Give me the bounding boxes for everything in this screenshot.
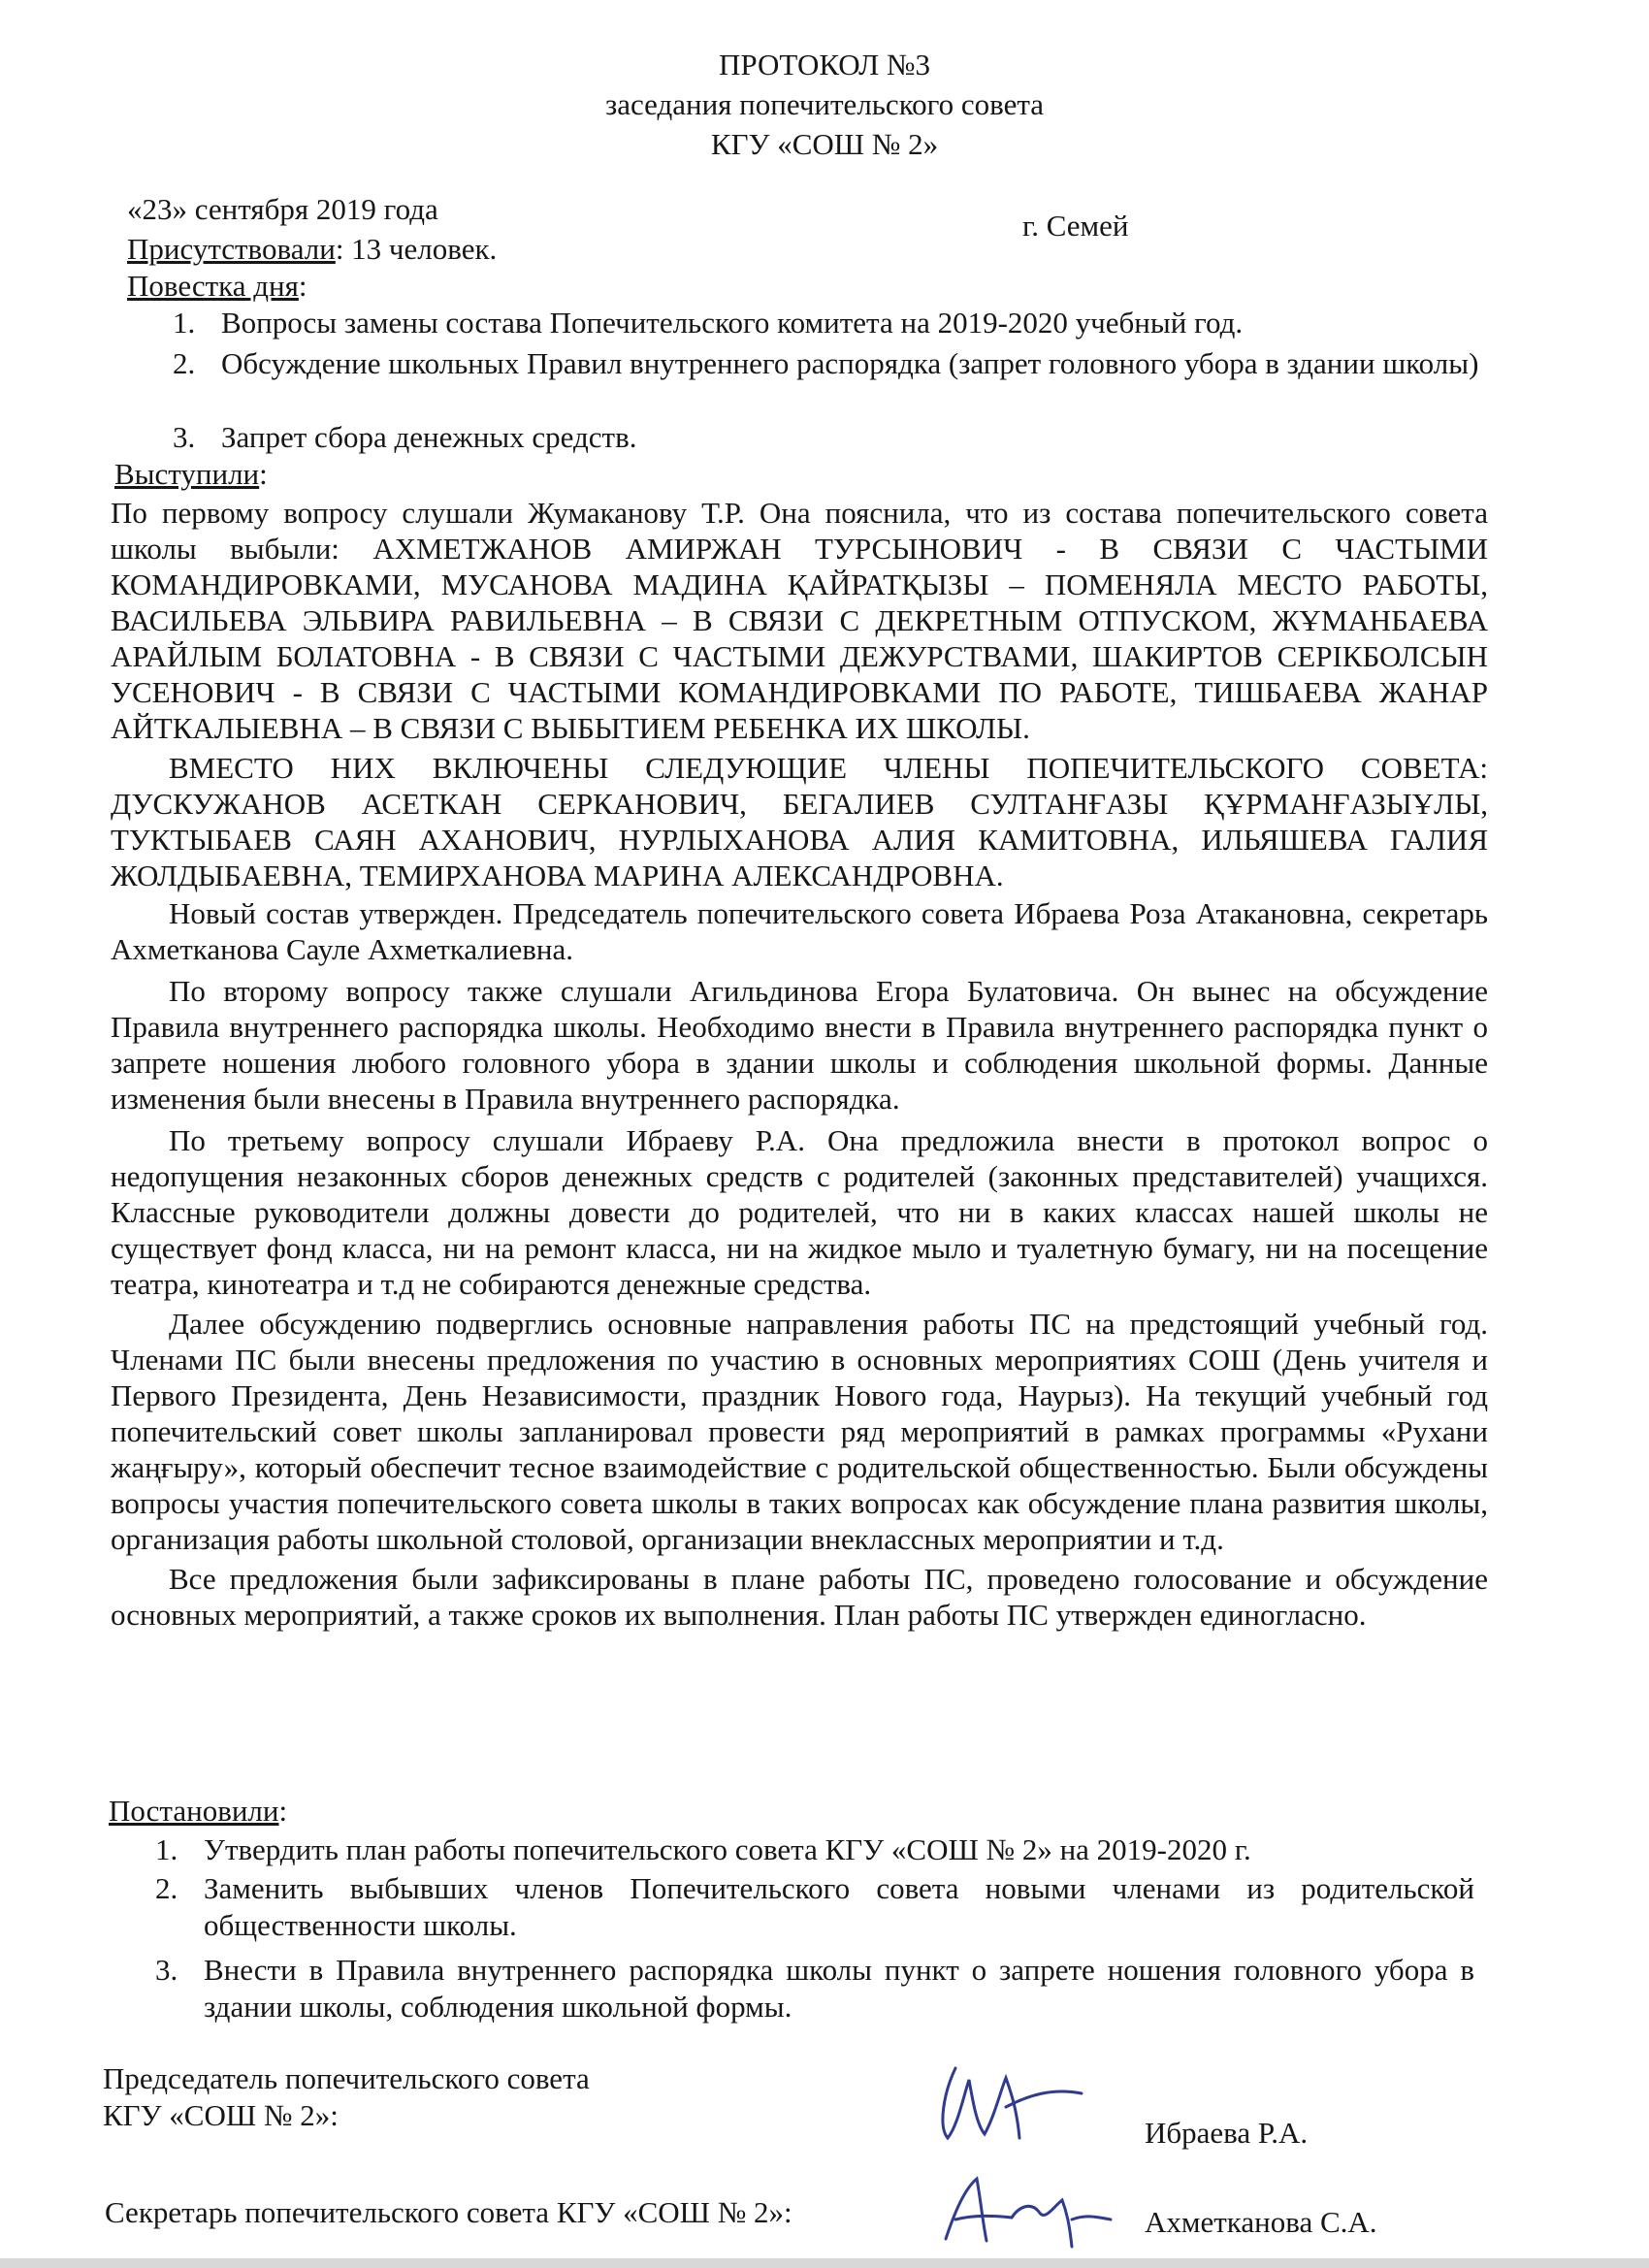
list-item-text: Заменить выбывших членов Попечительского совета новыми членами из родительской общественности школы.	[204, 1871, 1474, 1942]
agenda-label: Повестка дня	[127, 269, 299, 303]
list-item-number: 1.	[173, 306, 196, 340]
secretary-signature-drawing	[926, 2161, 1120, 2258]
list-item-number: 3.	[173, 420, 196, 454]
speakers-label: Выступили	[114, 457, 260, 491]
list-item-text: Запрет сбора денежных средств.	[221, 420, 637, 454]
chair-signature-drawing	[926, 2049, 1091, 2155]
resolution-label: Постановили	[109, 1794, 279, 1828]
speaker-paragraph-3: Новый состав утвержден. Председатель попечительского совета Ибраева Роза Атакановна, секретарь Ахметканова Сауле Ахметкалиевна.	[111, 896, 1488, 966]
document-title: ПРОТОКОЛ №3	[719, 48, 930, 81]
list-item-number: 2.	[173, 346, 196, 380]
speakers-section	[111, 495, 1488, 1633]
speakers-heading: Выступили:	[114, 457, 268, 491]
list-item-text: Вопросы замены состава Попечительского комитета на 2019-2020 учебный год.	[221, 306, 1244, 340]
chair-title-line-2: КГУ «СОШ № 2»:	[103, 2098, 339, 2132]
document-subtitle: заседания попечительского совета	[604, 87, 1045, 121]
scan-edge	[0, 2258, 1649, 2268]
list-item-number: 1.	[155, 1832, 178, 1866]
meeting-city: г. Семей	[1022, 209, 1129, 243]
speaker-paragraph-2: ВМЕСТО НИХ ВКЛЮЧЕНЫ СЛЕДУЮЩИЕ ЧЛЕНЫ ПОПЕЧИТЕЛЬСКОГО СОВЕТА: ДУСКУЖАНОВ АСЕТКАН СЕРКАНОВИЧ, БЕГАЛИЕВ СУЛТАНҒАЗЫ ҚҰРМАНҒАЗЫҰЛЫ, ТУКТЫБАЕВ САЯН АХАНОВИЧ, НУРЛЫХАНОВА АЛИЯ КАМИТОВНА, ИЛЬЯШЕВА ГАЛИЯ ЖОЛДЫБАЕВНА, ТЕМИРХАНОВА МАРИНА АЛЕКСАНДРОВНА.	[111, 751, 1488, 892]
secretary-name: Ахметканова С.А.	[1145, 2205, 1377, 2239]
attendance-label: Присутствовали	[127, 232, 336, 266]
attendance-line	[127, 231, 497, 268]
speaker-paragraph-5: По третьему вопросу слушали Ибраеву Р.А. Она предложила внести в протокол вопрос о недопущения незаконных сборов денежных средств с родителей (законных представителей) учащихся. Классные руководители должны довести до родителей, что ни в каких классах нашей школы не существует фонд класса, ни на ремонт класса, ни на жидкое мыло и туалетную бумагу, ни на посещение театра, кинотеатра и т.д не собираются денежные средства.	[111, 1123, 1488, 1301]
list-item-text: Внести в Правила внутреннего распорядка школы пункт о запрете ношения головного убора в здании школы, соблюдения школьной формы.	[204, 1953, 1474, 2024]
secretary-title: Секретарь попечительского совета КГУ «СОШ № 2»:	[105, 2195, 792, 2229]
attendance-value: : 13 человек.	[335, 232, 498, 266]
list-item-number: 3.	[155, 1953, 178, 1987]
speaker-paragraph-1: По первому вопросу слушали Жумаканову Т.Р. Она пояснила, что из состава попечительского совета школы выбыли: АХМЕТЖАНОВ АМИРЖАН ТУРСЫНОВИЧ - В СВЯЗИ С ЧАСТЫМИ КОМАНДИРОВКАМИ, МУСАНОВА МАДИНА ҚАЙРАТҚЫЗЫ – ПОМЕНЯЛА МЕСТО РАБОТЫ, ВАСИЛЬЕВА ЭЛЬВИРА РАВИЛЬЕВНА – В СВЯЗИ С ДЕКРЕТНЫМ ОТПУСКОМ, ЖҰМАНБАЕВА АРАЙЛЫМ БОЛАТОВНА - В СВЯЗИ С ЧАСТЫМИ ДЕЖУРСТВАМИ, ШАКИРТОВ СЕРІКБОЛСЫН УСЕНОВИЧ - В СВЯЗИ С ЧАСТЫМИ КОМАНДИРОВКАМИ ПО РАБОТЕ, ТИШБАЕВА ЖАНАР АЙТКАЛЫЕВНА – В СВЯЗИ С ВЫБЫТИЕМ РЕБЕНКА ИХ ШКОЛЫ.	[111, 496, 1488, 745]
chair-title-line-1: Председатель попечительского совета	[103, 2061, 590, 2095]
speaker-paragraph-7: Все предложения были зафиксированы в плане работы ПС, проведено голосование и обсуждение основных мероприятий, а также сроков их выполнения. План работы ПС утвержден единогласно.	[111, 1562, 1488, 1632]
list-item-text: Утвердить план работы попечительского совета КГУ «СОШ № 2» на 2019-2020 г.	[204, 1832, 1251, 1866]
speaker-paragraph-6: Далее обсуждению подверглись основные направления работы ПС на предстоящий учебный год. Членами ПС были внесены предложения по участию в основных мероприятиях СОШ (День учителя и Первого Президента, День Независимости, праздник Нового года, Наурыз). На текущий учебный год попечительский совет школы запланировал провести ряд мероприятий в рамках программы «Рухани жаңғыру», который обеспечит тесное взаимодействие с родительской общественностью. Были обсуждены вопросы участия попечительского совета школы в таких вопросах как обсуждение плана развития школы, организация работы школьной столовой, организации внеклассных мероприятии и т.д.	[111, 1307, 1488, 1556]
chair-signature	[926, 2049, 1091, 2155]
agenda-heading: Повестка дня:	[127, 269, 307, 303]
organization-name: КГУ «СОШ № 2»	[710, 127, 939, 161]
secretary-signature	[926, 2161, 1120, 2258]
meeting-date: «23» сентября 2019 года	[127, 192, 438, 226]
resolution-heading: Постановили:	[109, 1794, 288, 1828]
speaker-paragraph-4: По второму вопросу также слушали Агильдинова Егора Булатовича. Он вынес на обсуждение Правила внутреннего распорядка школы. Необходимо внести в Правила внутреннего распорядка пункт о запрете ношения любого головного убора в здании школы и соблюдения школьной формы. Данные изменения были внесены в Правила внутреннего распорядка.	[111, 974, 1488, 1116]
list-item-text: Обсуждение школьных Правил внутреннего распорядка (запрет головного убора в здании школы)	[221, 346, 1479, 380]
chair-name: Ибраева Р.А.	[1145, 2116, 1309, 2150]
list-item-number: 2.	[155, 1871, 178, 1905]
